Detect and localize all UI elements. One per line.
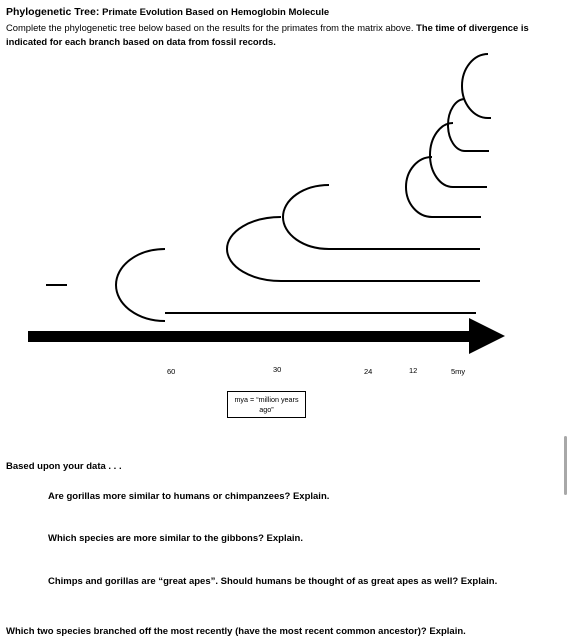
time-label-12: 12 [409, 366, 418, 375]
question-1: Are gorillas more similar to humans or chimpanzees? Explain. [48, 491, 330, 502]
time-label-5my: 5my [451, 367, 466, 376]
time-label-60: 60 [167, 367, 176, 376]
instructions-text: Complete the phylogenetic tree below based on the results for the primates from the matrix above. [6, 22, 414, 33]
scrollbar-thumb[interactable] [564, 436, 567, 495]
question-2: Which species are more similar to the gibbons? Explain. [48, 533, 303, 544]
time-arrow-head [469, 318, 505, 354]
time-label-24: 24 [364, 367, 373, 376]
tree-node-6 [448, 99, 465, 151]
mya-note-box: mya = “million years ago” [227, 391, 306, 418]
instructions-bold-text: The time of divergence is indicated for each branch based on data from fossil records. [6, 22, 529, 47]
question-4: Which two species branched off the most recently (have the most recent common ancestor)? Explain. [6, 626, 466, 637]
questions-intro: Based upon your data . . . [6, 461, 122, 472]
time-label-30: 30 [273, 365, 282, 374]
tree-node-7 [462, 54, 488, 118]
time-arrow-shaft [28, 331, 474, 342]
tree-node-1 [116, 249, 165, 321]
tree-node-3 [283, 185, 329, 249]
tree-node-4 [406, 157, 432, 217]
tree-node-2 [227, 217, 281, 281]
title-label: Phylogenetic Tree: [6, 6, 100, 18]
question-3: Chimps and gorillas are “great apes”. Should humans be thought of as great apes as well? Explain. [48, 576, 498, 587]
title-subtitle: Primate Evolution Based on Hemoglobin Molecule [102, 7, 330, 18]
